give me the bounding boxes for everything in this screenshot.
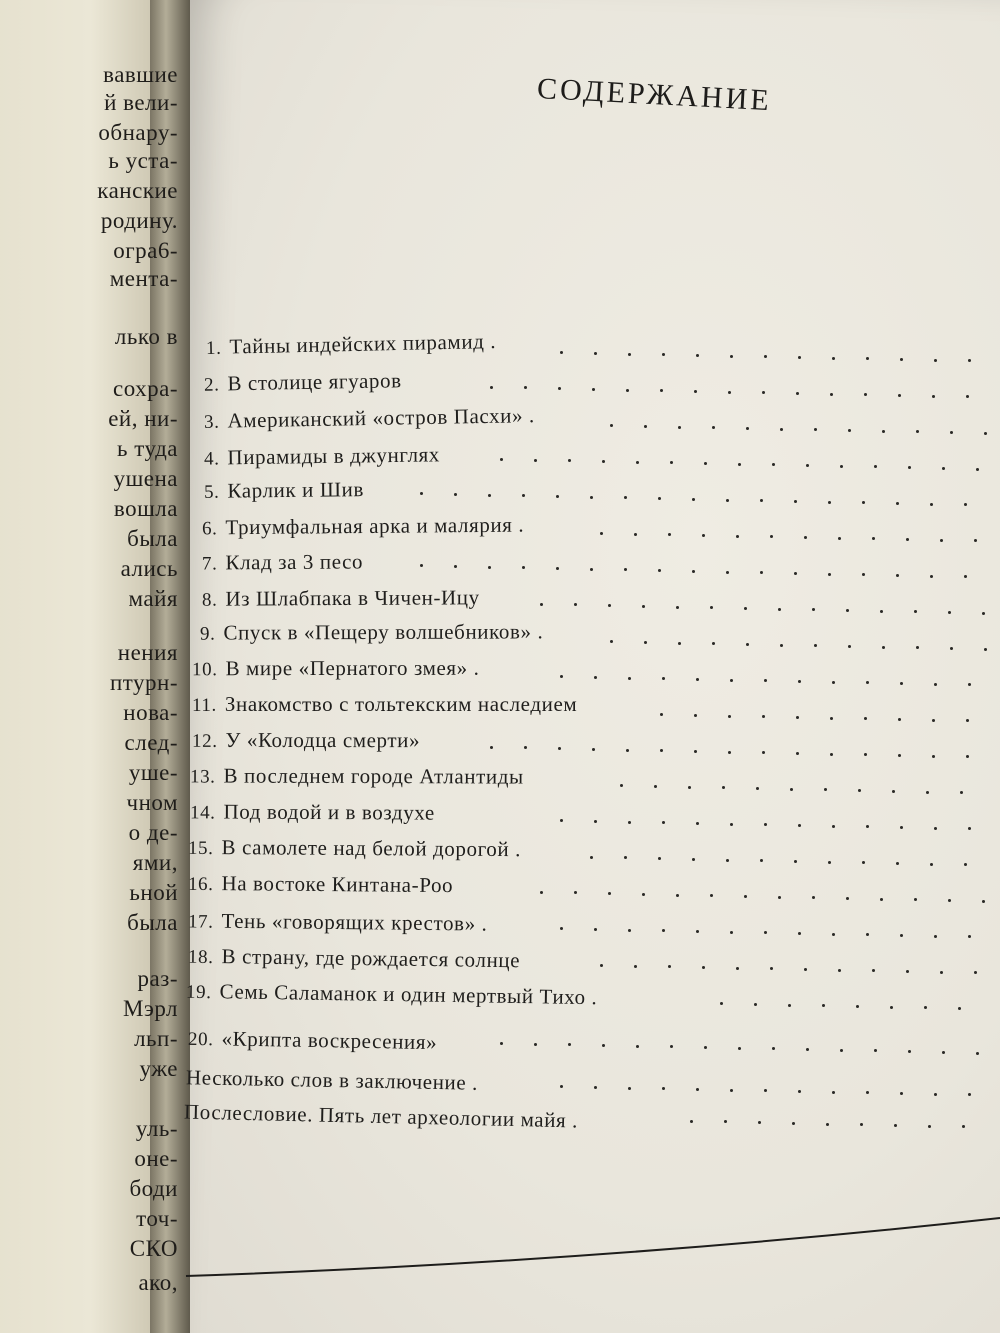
toc-entry-title: В столице ягуаров — [227, 368, 402, 396]
left-page-line: СКО — [129, 1236, 178, 1261]
toc-entry-title: Из Шлабпака в Чичен-Ицу — [225, 585, 480, 611]
toc-entry-title: Под водой и в воздухе — [223, 799, 435, 825]
left-page-line: обнару- — [98, 120, 178, 145]
toc-entry-number: 7. — [201, 553, 218, 575]
left-page-line: чном — [126, 790, 178, 815]
toc-entry-number: 2. — [203, 374, 220, 396]
left-page-line: вавшие — [103, 62, 178, 87]
toc-entry-title: В мире «Пернатого змея» . — [225, 655, 480, 681]
toc-entry-title: Триумфальная арка и малярия . — [225, 512, 525, 540]
toc-entry-number: 11. — [192, 695, 217, 716]
left-page-line: раз- — [137, 966, 178, 991]
toc-entry-number: 12. — [191, 730, 218, 752]
left-page-line: родину. — [100, 208, 178, 233]
toc-entry-title: Американский «остров Пасхи» . — [227, 403, 535, 433]
toc-entry-number: 4. — [203, 448, 220, 470]
left-page-line: боди — [129, 1176, 178, 1201]
left-page-line: ей, ни- — [108, 406, 178, 431]
left-page-line: была — [127, 910, 178, 935]
toc-entry-title: В страну, где рождается солнце — [221, 944, 521, 973]
toc-entry-number: 15. — [187, 837, 214, 860]
left-page-line: о де- — [128, 820, 178, 845]
toc-entry-title: В самолете над белой дорогой . — [221, 835, 522, 862]
toc-entry-title: «Крипта воскресения» — [221, 1026, 438, 1055]
toc-entry-number: 5. — [203, 481, 220, 503]
left-page-line: Мэрл — [123, 996, 178, 1021]
toc-entry-number: 16. — [187, 873, 214, 896]
left-page-line: ями, — [132, 850, 178, 875]
left-page-line: нения — [117, 640, 178, 665]
left-page-line: й вели- — [104, 90, 178, 115]
toc-entry-title: Тайны индейских пирамид . — [229, 328, 497, 359]
left-page-line: птурн- — [109, 670, 178, 695]
left-page-line: ако, — [138, 1270, 178, 1295]
contents-title: СОДЕРЖАНИЕ — [536, 72, 773, 118]
left-page-line: майя — [128, 586, 178, 611]
toc-entry-title: Знакомство с тольтекским наследием — [224, 692, 578, 716]
left-page-line: ушe- — [128, 760, 178, 785]
toc-entry-number: 8. — [201, 589, 218, 611]
toc-entry-number: 18. — [187, 946, 214, 969]
toc-entry-number: 3. — [203, 411, 220, 433]
toc-entry-number: 14. — [189, 802, 216, 824]
toc-entry-title: Семь Саламанок и один мертвый Тихо . — [219, 979, 598, 1010]
toc-entry-title: Несколько слов в заключение . — [185, 1065, 479, 1095]
toc-entry-number: 13. — [189, 766, 216, 788]
toc-entry-title: Карлик и Шив — [227, 477, 365, 503]
left-page-line: сохра- — [112, 376, 178, 401]
toc-entry-number: 9. — [199, 623, 216, 645]
left-page-line: ь туда — [117, 436, 178, 461]
left-page-line: нова- — [123, 700, 178, 725]
left-page-line: ь уста- — [108, 148, 178, 173]
left-page-line: точ- — [136, 1206, 178, 1231]
left-page-line: ушена — [113, 466, 178, 491]
toc-entry-number: 17. — [187, 911, 214, 933]
left-page-line: была — [127, 526, 178, 551]
left-page-line: канские — [97, 178, 178, 203]
left-page-line: уль- — [135, 1116, 178, 1141]
left-page-line: огра6- — [113, 238, 178, 263]
left-page-line: след- — [124, 730, 178, 755]
toc-entry-title: Тень «говорящих крестов» . — [221, 908, 488, 936]
left-page-line: оне- — [134, 1146, 178, 1171]
toc-entry-title: На востоке Кинтана-Роо — [221, 871, 454, 898]
toc-entry-title: Клад за 3 песо — [225, 549, 364, 575]
toc-entry-title: В последнем городе Атлантиды — [223, 763, 524, 789]
bottom-rule-line — [186, 1218, 1000, 1276]
left-page-line: ьной — [129, 880, 178, 905]
toc-entry-title: У «Колодца смерти» — [225, 727, 421, 753]
toc-entry-number: 1. — [205, 337, 222, 360]
toc-entry-number: 6. — [201, 518, 218, 540]
left-page-line: мента- — [109, 266, 178, 291]
left-page-line: льп- — [134, 1026, 178, 1051]
toc-entry-title: Спуск в «Пещеру волшебников» . — [223, 619, 544, 645]
left-page-line: вошла — [113, 496, 178, 521]
left-page-line: ались — [120, 556, 178, 581]
toc-entry-title: Послесловие. Пять лет археологии майя . — [183, 1099, 579, 1133]
toc-entry-number: 19. — [185, 981, 212, 1004]
left-page-line: уже — [139, 1056, 178, 1081]
left-page-line: лько в — [114, 324, 178, 349]
toc-entry-number: 20. — [187, 1028, 214, 1051]
toc-entry-number: 10. — [191, 659, 218, 681]
toc-entry-title: Пирамиды в джунглях — [227, 442, 441, 470]
